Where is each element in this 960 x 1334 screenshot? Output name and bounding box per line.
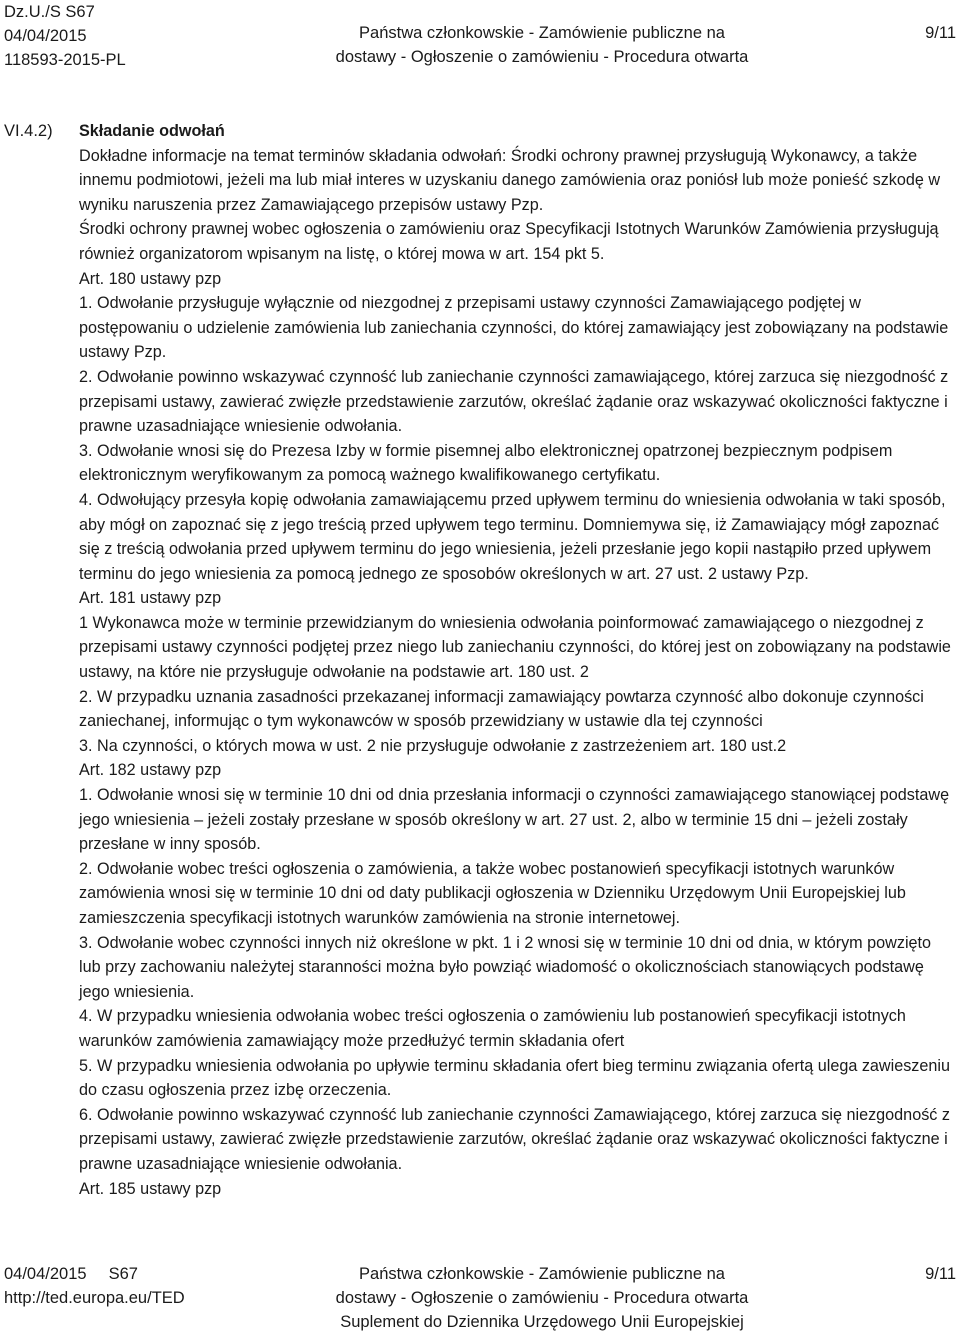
header-journal-ref: Dz.U./S S67 [4,3,95,21]
footer-title-line-2: dostawy - Ogłoszenie o zamówieniu - Procedura otwarta [335,1289,749,1307]
header-page: 9/11 [925,24,956,42]
footer-page: 9/11 [925,1265,956,1283]
paragraph: 3. Na czynności, o których mowa w ust. 2 nie przysługuje odwołanie z zastrzeżeniem art. 180 ust.2 [79,736,787,755]
section-number: VI.4.2) [4,122,53,140]
paragraph: 2. Odwołanie powinno wskazywać czynność lub zaniechanie czynności zamawiającego, której zarzuca się niezgodność z przepisami ustawy, zawierać zwięzłe przedstawienie zarzutów, określać żądanie oraz wskazywać okoliczności faktyczne i prawne uzasadniające wniesienie odwołania. [79,367,949,436]
article-heading: Art. 181 ustawy pzp [79,589,222,608]
paragraph: 4. Odwołujący przesyła kopię odwołania zamawiającemu przed upływem terminu do wniesienia odwołania w taki sposób, aby mógł on zapoznać się z jego treścią przed upływem tego terminu. Domniemywa się, iż Zamawiający mógł zapoznać się z treścią odwołania przed upływem terminu do jego wniesienia, jeżeli przesłanie jego kopii nastąpiło przed upływem terminu do jego wniesienia za pomocą jednego ze sposobów określonych w art. 27 ust. 2 ustawy Pzp. [79,490,946,583]
header-page-number [925,21,956,45]
paragraph: 6. Odwołanie powinno wskazywać czynność lub zaniechanie czynności Zamawiającego, której zarzuca się niezgodność z przepisami ustawy, zawierać zwięzłe przedstawienie zarzutów, określać żądanie oraz wskazywać okoliczności faktyczne i prawne uzasadniające wniesienie odwołania. [79,1105,950,1173]
footer-notice-type [282,1262,802,1334]
paragraph: 1. Odwołanie wnosi się w terminie 10 dni od dnia przesłania informacji o czynności zamawiającego stanowiącej podstawę jego wniesienia – jeżeli zostały przesłane w sposób określony w art. 27 ust. 2, albo w terminie 15 dni – jeżeli zostały przesłane w inny sposób. [79,786,950,854]
paragraph: 2. Odwołanie wobec treści ogłoszenia o zamówienia, a także wobec postanowień specyfikacji istotnych warunków zamówienia wnosi się w terminie 10 dni od daty publikacji ogłoszenia w Dzienniku Urzędowym Unii Europejskiej lub zamieszczenia specyfikacji istotnych warunków zamówienia na stronie internetowej. [79,859,906,927]
footer-reference [4,1262,185,1310]
header-title-line-1: Państwa członkowskie - Zamówienie publiczne na [359,24,725,42]
footer-date-code [4,1262,185,1286]
article-heading: Art. 182 ustawy pzp [79,761,222,780]
paragraph: 2. W przypadku uznania zasadności przekazanej informacji zamawiający powtarza czynność albo dokonuje czynności zaniechanej, informując o tym wykonawców w sposób przewidziany w ustawie dla tej czynności [79,687,924,731]
footer-date: 04/04/2015 [4,1265,87,1283]
paragraph: 5. W przypadku wniesienia odwołania po upływie terminu składania ofert bieg terminu związania ofertą ulega zawieszeniu do czasu ogłoszenia przez izbę orzeczenia. [79,1056,951,1100]
article-heading: Art. 185 ustawy pzp [79,1179,222,1198]
footer-page-number [925,1262,956,1286]
footer-url: http://ted.europa.eu/TED [4,1289,185,1307]
paragraph: Dokładne informacje na temat terminów składania odwołań: Środki ochrony prawnej przysługują Wykonawcy, a także innemu podmiotowi, jeżeli ma lub miał interes w uzyskaniu danego zamówienia oraz poniósł lub może ponieść szkodę w wyniku naruszenia przez Zamawiającego przepisów ustawy Pzp. [79,146,941,214]
paragraph: 3. Odwołanie wnosi się do Prezesa Izby w formie pisemnej albo elektronicznej opatrzonej bezpiecznym podpisem elektronicznym weryfikowanym za pomocą ważnego kwalifikowanego certyfikatu. [79,441,893,485]
paragraph: 3. Odwołanie wobec czynności innych niż określone w pkt. 1 i 2 wnosi się w terminie 10 dni od dnia, w którym powzięto lub przy zachowaniu należytej staranności można było powziąć wiadomość o okolicznościach stanowiących podstawę jego wniesienia. [79,933,932,1001]
header-title-line-2: dostawy - Ogłoszenie o zamówieniu - Procedura otwarta [335,48,749,66]
section-body [79,119,955,1201]
header-reference [4,0,126,72]
paragraph: 1. Odwołanie przysługuje wyłącznie od niezgodnej z przepisami ustawy czynności Zamawiającego podjętej w postępowaniu o udzielenie zamówienia lub zaniechania czynności, do której zamawiający jest zobowiązany na podstawie ustawy Pzp. [79,294,949,362]
section-title: Składanie odwołań [79,122,225,140]
footer-title-line-1: Państwa członkowskie - Zamówienie publiczne na [359,1265,725,1283]
footer-supplement: Suplement do Dziennika Urzędowego Unii Europejskiej [340,1313,744,1331]
header-notice-type [302,21,782,69]
paragraph: 1 Wykonawca może w terminie przewidzianym do wniesienia odwołania poinformować zamawiającego o niezgodnej z przepisami ustawy czynności podjętej przez niego lub zaniechaniu czynności, do której jest on zobowiązany na podstawie ustawy, na które nie przysługuje odwołanie na podstawie art. 180 ust. 2 [79,613,951,682]
article-heading: Art. 180 ustawy pzp [79,269,222,288]
header-date: 04/04/2015 [4,27,87,45]
paragraph: 4. W przypadku wniesienia odwołania wobec treści ogłoszenia o zamówieniu lub postanowień specyfikacji istotnych warunków zamówienia zamawiający może przedłużyć termin składania ofert [79,1007,906,1050]
header-notice-id: 118593-2015-PL [4,51,126,69]
paragraph: Środki ochrony prawnej wobec ogłoszenia o zamówieniu oraz Specyfikacji Istotnych Warunków Zamówienia przysługują również organizatorom wpisanym na listę, o której mowa w art. 154 pkt 5. [79,220,939,263]
footer-code: S67 [108,1265,138,1283]
